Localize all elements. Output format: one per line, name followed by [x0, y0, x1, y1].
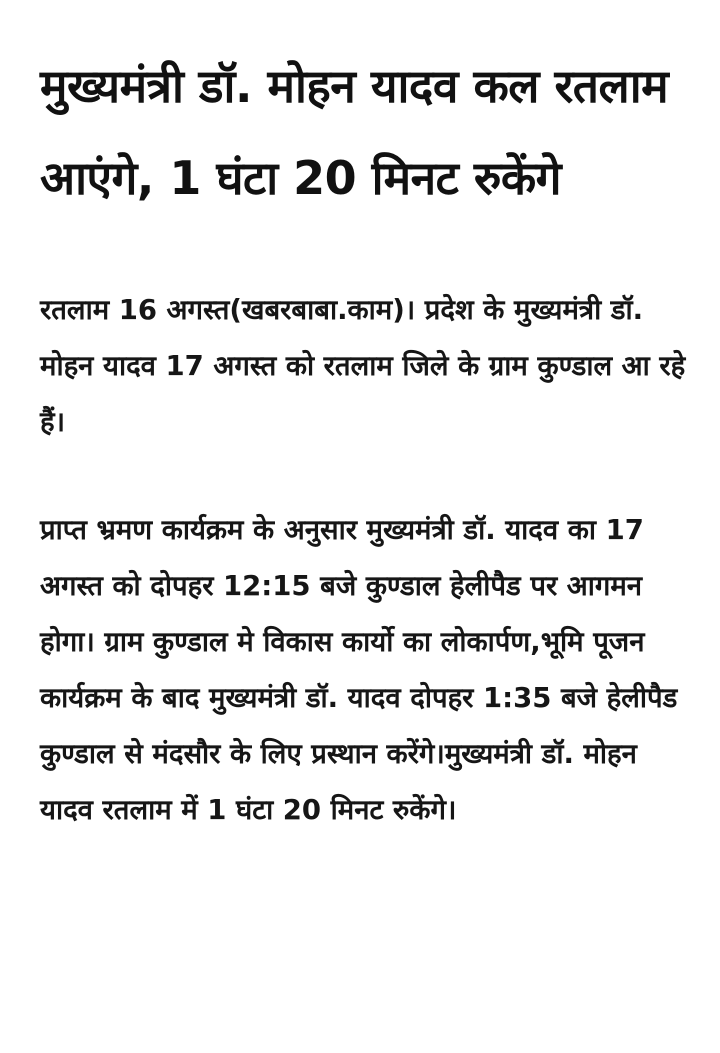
article-paragraph-2: प्राप्त भ्रमण कार्यक्रम के अनुसार मुख्यमंत्री डॉ. यादव का 17 अगस्त को दोपहर 12:15 बजे कुण्डाल हेलीपैड पर आगमन होगा। ग्राम कुण्डाल मे विकास कार्यो का लोकार्पण,भूमि पूजन कार्यक्रम के बाद मुख्यमंत्री डॉ. यादव दोपहर 1:35 बजे हेलीपैड कुण्डाल से मंदसौर के लिए प्रस्थान करेंगे।मुख्यमंत्री डॉ. मोहन यादव रतलाम में 1 घंटा 20 मिनट रुकेंगे। — [40, 514, 678, 826]
article-headline: मुख्यमंत्री डॉ. मोहन यादव कल रतलाम आएंगे, 1 घंटा 20 मिनट रुकेंगे — [40, 59, 669, 205]
article-paragraph-1: रतलाम 16 अगस्त(खबरबाबा.काम)। प्रदेश के मुख्यमंत्री डॉ. मोहन यादव 17 अगस्त को रतलाम जिले के ग्राम कुण्डाल आ रहे हैं। — [40, 294, 686, 438]
news-article — [40, 40, 690, 838]
